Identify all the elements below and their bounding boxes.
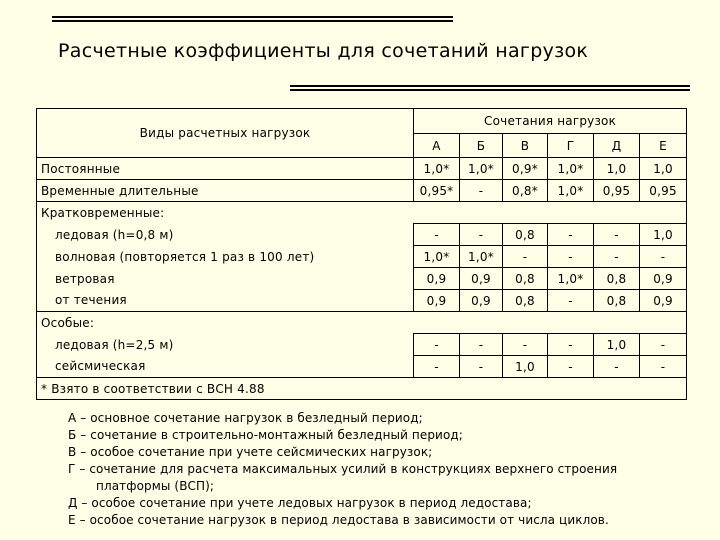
table-footnote-row: [37, 378, 687, 400]
cell-value: -: [640, 246, 687, 268]
cell-value: 0,8: [503, 224, 548, 246]
column-header: А: [414, 134, 460, 158]
cell-value: 1,0: [640, 158, 687, 180]
combinations-header: Сочетания нагрузок: [414, 109, 687, 134]
cell-value: -: [594, 356, 640, 378]
cell-value: 0,8*: [503, 180, 548, 202]
load-types-header: Виды расчетных нагрузок: [37, 109, 414, 158]
row-label: Постоянные: [37, 158, 414, 180]
cell-value: -: [460, 356, 503, 378]
table-row: [37, 334, 687, 356]
cell-value: -: [548, 224, 594, 246]
row-label: сейсмическая: [37, 356, 414, 378]
legend-item: Б – сочетание в строительно-монтажный безледный период;: [68, 428, 463, 442]
decorative-rule-top: [52, 16, 453, 22]
cell-value: 0,9: [414, 268, 460, 290]
cell-value: -: [640, 334, 687, 356]
column-header: Д: [594, 134, 640, 158]
column-header: Г: [548, 134, 594, 158]
cell-value: -: [503, 246, 548, 268]
table-row: [37, 158, 687, 180]
row-label: ледовая (h=2,5 м): [37, 334, 414, 356]
cell-value: -: [414, 224, 460, 246]
load-coefficients-table: [36, 108, 687, 400]
cell-value: 1,0*: [460, 246, 503, 268]
cell-value: -: [460, 180, 503, 202]
cell-value: -: [414, 334, 460, 356]
cell-value: 0,95*: [414, 180, 460, 202]
cell-value: 1,0*: [548, 158, 594, 180]
column-header: В: [503, 134, 548, 158]
cell-value: -: [460, 224, 503, 246]
row-label: Временные длительные: [37, 180, 414, 202]
cell-value: 0,9: [640, 268, 687, 290]
cell-value: 1,0: [594, 334, 640, 356]
table-section-row: [37, 202, 687, 224]
cell-value: -: [548, 246, 594, 268]
cell-value: 0,9*: [503, 158, 548, 180]
cell-value: 1,0*: [414, 158, 460, 180]
cell-value: -: [548, 290, 594, 312]
cell-value: -: [640, 356, 687, 378]
row-label: волновая (повторяется 1 раз в 100 лет): [37, 246, 414, 268]
legend-item: Д – особое сочетание при учете ледовых нагрузок в период ледостава;: [68, 496, 532, 510]
legend-item: А – основное сочетание нагрузок в безледный период;: [68, 411, 423, 425]
cell-value: 0,8: [503, 290, 548, 312]
table-row: [37, 356, 687, 378]
cell-value: 0,8: [594, 268, 640, 290]
cell-value: 1,0*: [548, 268, 594, 290]
section-label: Особые:: [37, 312, 687, 334]
table-section-row: [37, 312, 687, 334]
cell-value: 1,0: [640, 224, 687, 246]
column-header: Е: [640, 134, 687, 158]
legend-list: [68, 410, 617, 529]
page-title: Расчетные коэффициенты для сочетаний нагрузок: [58, 40, 589, 62]
cell-value: -: [594, 246, 640, 268]
column-header: Б: [460, 134, 503, 158]
table-row: [37, 290, 687, 312]
cell-value: 1,0: [503, 356, 548, 378]
table-row: [37, 224, 687, 246]
cell-value: -: [460, 334, 503, 356]
cell-value: 1,0*: [460, 158, 503, 180]
table-row: [37, 180, 687, 202]
cell-value: 1,0*: [414, 246, 460, 268]
cell-value: -: [594, 224, 640, 246]
legend-item: Е – особое сочетание нагрузок в период ледостава в зависимости от числа циклов.: [68, 513, 609, 527]
cell-value: 1,0*: [548, 180, 594, 202]
cell-value: -: [414, 356, 460, 378]
cell-value: 0,8: [594, 290, 640, 312]
legend-item: В – особое сочетание при учете сейсмических нагрузок;: [68, 445, 433, 459]
section-label: Кратковременные:: [37, 202, 687, 224]
legend-item: Г – сочетание для расчета максимальных усилий в конструкциях верхнего строения: [68, 462, 618, 476]
cell-value: 0,9: [460, 268, 503, 290]
cell-value: -: [548, 334, 594, 356]
cell-value: -: [548, 356, 594, 378]
cell-value: 0,9: [414, 290, 460, 312]
row-label: от течения: [37, 290, 414, 312]
cell-value: 0,95: [640, 180, 687, 202]
cell-value: -: [503, 334, 548, 356]
cell-value: 0,9: [640, 290, 687, 312]
row-label: ветровая: [37, 268, 414, 290]
cell-value: 0,95: [594, 180, 640, 202]
cell-value: 1,0: [594, 158, 640, 180]
decorative-rule-bottom: [290, 85, 690, 91]
table-row: [37, 246, 687, 268]
table-footnote: * Взято в соответствии с ВСН 4.88: [37, 378, 687, 400]
legend-item-continuation: платформы (ВСП);: [96, 479, 215, 493]
cell-value: 0,9: [460, 290, 503, 312]
row-label: ледовая (h=0,8 м): [37, 224, 414, 246]
table-header-row: [37, 109, 687, 134]
cell-value: 0,8: [503, 268, 548, 290]
table-row: [37, 268, 687, 290]
